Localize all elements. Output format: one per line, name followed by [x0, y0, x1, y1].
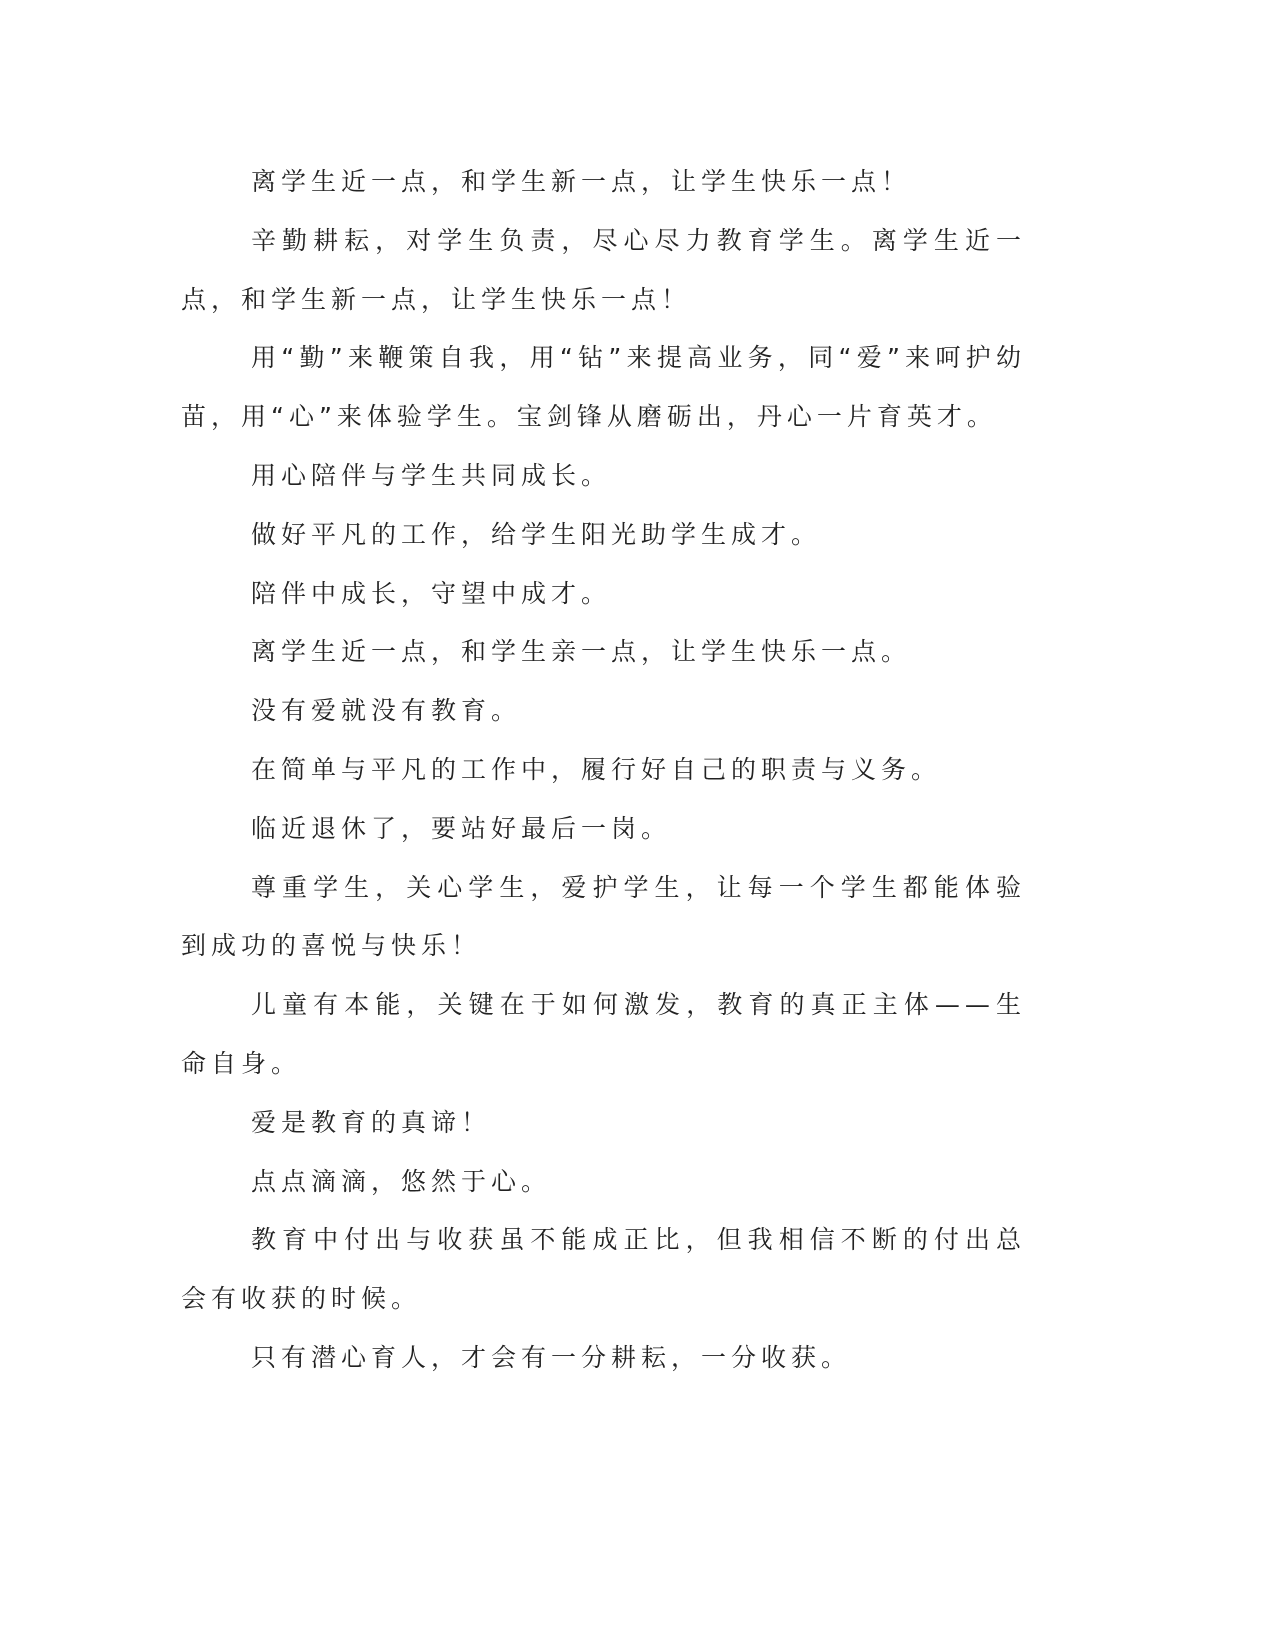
- paragraph-14: 点点滴滴，悠然于心。: [251, 1166, 552, 1196]
- paragraph-1: 离学生近一点，和学生新一点，让学生快乐一点！: [251, 167, 912, 196]
- paragraph-5: 做好平凡的工作，给学生阳光助学生成才。: [251, 519, 822, 549]
- paragraph-13: 爱是教育的真谛！: [251, 1107, 492, 1137]
- paragraph-11: 尊重学生，关心学生，爱护学生，让每一个学生都能体验到成功的喜悦与快乐！: [181, 872, 1026, 961]
- paragraph-8: 没有爱就没有教育。: [251, 696, 522, 726]
- paragraph-4: 用心陪伴与学生共同成长。: [251, 460, 612, 490]
- paragraph-9: 在简单与平凡的工作中，履行好自己的职责与义务。: [251, 754, 942, 784]
- paragraph-15: 教育中付出与收获虽不能成正比，但我相信不断的付出总会有收获的时候。: [181, 1225, 1026, 1314]
- paragraph-10: 临近退休了，要站好最后一岗。: [251, 813, 672, 843]
- document-body: [181, 153, 1026, 1388]
- paragraph-6: 陪伴中成长，守望中成才。: [251, 578, 612, 608]
- paragraph-7: 离学生近一点，和学生亲一点，让学生快乐一点。: [251, 637, 912, 667]
- paragraph-16: 只有潜心育人，才会有一分耕耘，一分收获。: [251, 1342, 852, 1372]
- paragraph-12: 儿童有本能，关键在于如何激发，教育的真正主体——生命自身。: [181, 990, 1026, 1078]
- paragraph-2: 辛勤耕耘，对学生负责，尽心尽力教育学生。离学生近一点，和学生新一点，让学生快乐一点！: [181, 225, 1026, 314]
- paragraph-3: 用“勤”来鞭策自我，用“钻”来提高业务，同“爱”来呵护幼苗，用“心”来体验学生。宝剑锋从磨砺出，丹心一片育英才。: [181, 343, 1026, 432]
